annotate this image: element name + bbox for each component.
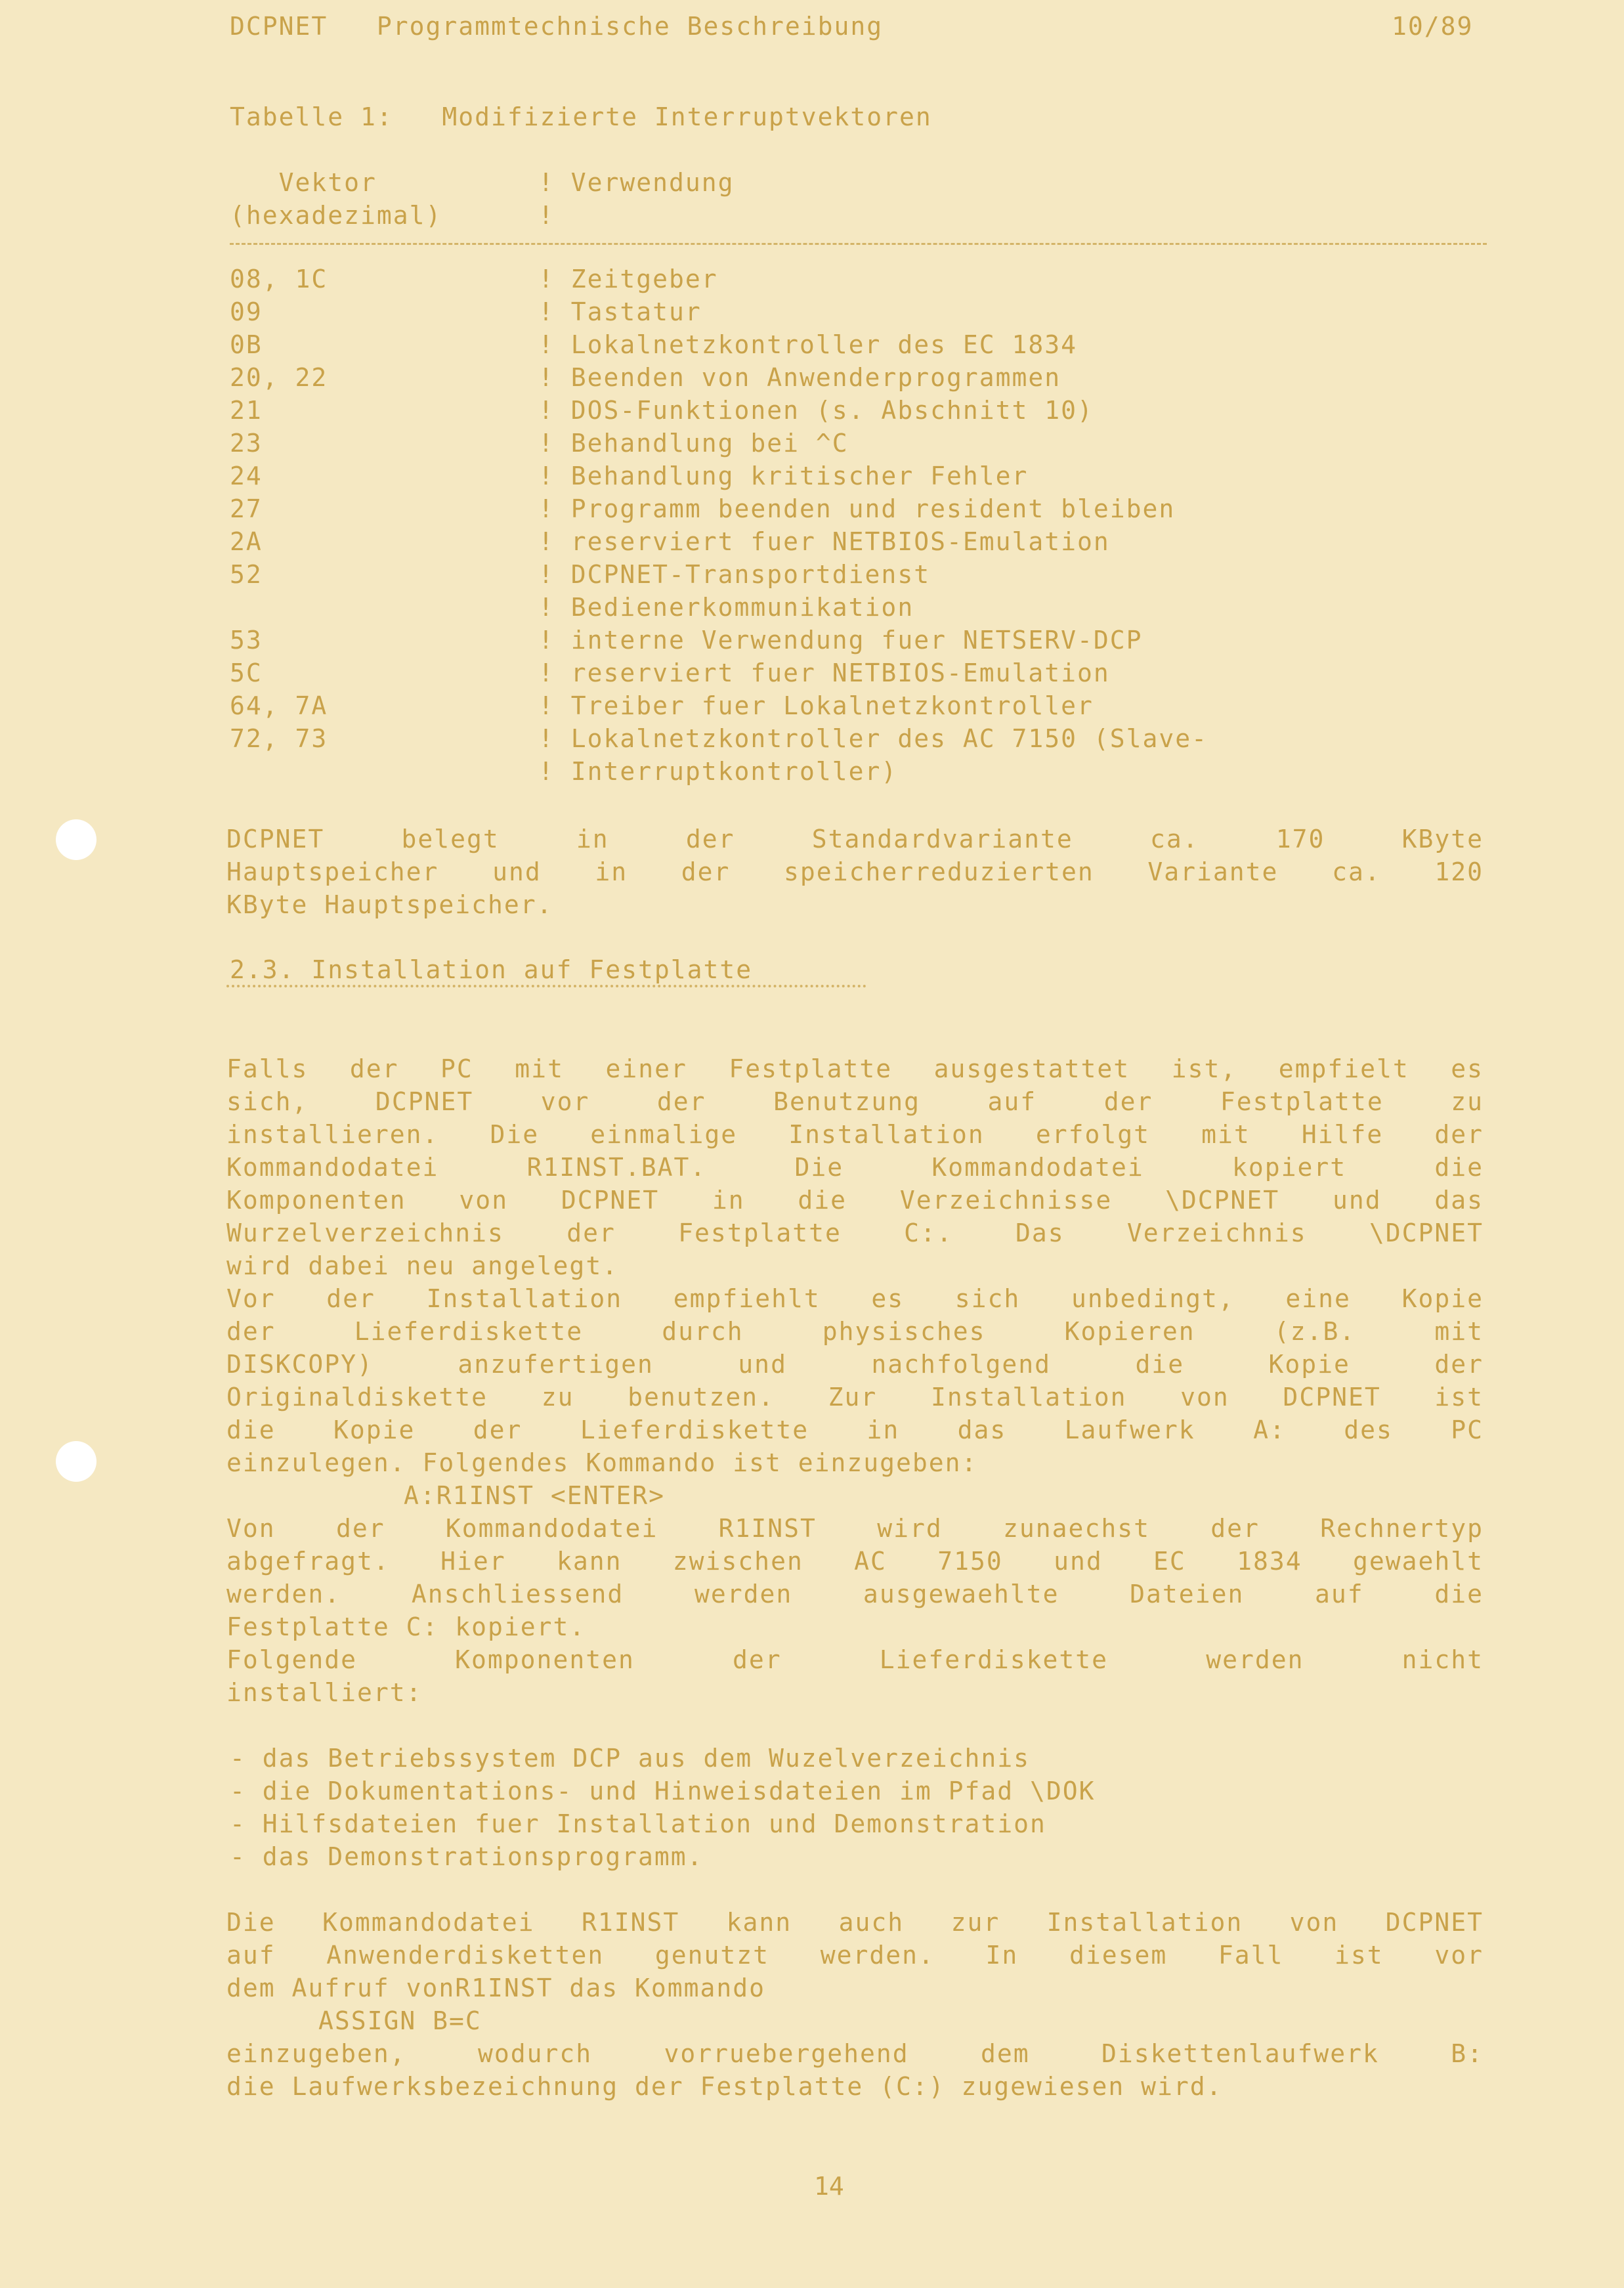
table-row-vector: 72, 73 [230,724,328,753]
punch-hole-lower [56,1441,96,1482]
not-installed-paragraph-line: installiert: [226,1678,423,1707]
table-row-vector: 53 [230,626,263,655]
copy-paragraph-line: die Kopie der Lieferdiskette in das Laufwerk A: des PC [226,1415,1484,1444]
table-row-usage: ! Behandlung bei ^C [538,429,849,458]
final-paragraph-line: einzugeben, wodurch vorruebergehend dem Diskettenlaufwerk B: [226,2039,1484,2068]
assign-paragraph-line: dem Aufruf vonR1INST das Kommando [226,1974,765,2002]
table-row-usage: ! Treiber fuer Lokalnetzkontroller [538,691,1094,720]
table-row-vector: 21 [230,396,263,425]
table-caption: Tabelle 1: Modifizierte Interruptvektoren [230,102,932,131]
table-row-vector: 09 [230,297,263,326]
copy-paragraph-line: DISKCOPY) anzufertigen und nachfolgend die Kopie der [226,1350,1484,1379]
install-paragraph-line: Komponenten von DCPNET in die Verzeichnisse \DCPNET und das [226,1186,1484,1215]
install-paragraph-line: wird dabei neu angelegt. [226,1251,619,1280]
table-row-usage: ! DOS-Funktionen (s. Abschnitt 10) [538,396,1094,425]
rechnertyp-paragraph-line: werden. Anschliessend werden ausgewaehlte Dateien auf die [226,1580,1484,1608]
table-row-vector: 5C [230,658,263,687]
table-row-usage: ! Programm beenden und resident bleiben [538,494,1176,523]
table-row-usage: ! reserviert fuer NETBIOS-Emulation [538,527,1110,556]
table-row-usage: ! Lokalnetzkontroller des EC 1834 [538,330,1077,359]
table-row-vector: 20, 22 [230,363,328,392]
table-row-vector: 08, 1C [230,265,328,293]
table-row-usage: ! Interruptkontroller) [538,757,898,786]
list-item: - das Demonstrationsprogramm. [230,1842,704,1871]
install-paragraph-line: Wurzelverzeichnis der Festplatte C:. Das Verzeichnis \DCPNET [226,1219,1484,1247]
install-paragraph-line: Kommandodatei R1INST.BAT. Die Kommandodatei kopiert die [226,1153,1484,1182]
install-paragraph-line: installieren. Die einmalige Installation erfolgt mit Hilfe der [226,1120,1484,1149]
table-row-usage: ! interne Verwendung fuer NETSERV-DCP [538,626,1143,655]
table-row-usage: ! Behandlung kritischer Fehler [538,462,1029,490]
rechnertyp-paragraph-line: abgefragt. Hier kann zwischen AC 7150 und EC 1834 gewaehlt [226,1547,1484,1576]
header-date: 10/89 [1392,12,1474,41]
copy-paragraph-line: einzulegen. Folgendes Kommando ist einzugeben: [226,1448,978,1477]
copy-paragraph-line: Vor der Installation empfiehlt es sich unbedingt, eine Kopie [226,1284,1484,1313]
table-row-usage: ! Lokalnetzkontroller des AC 7150 (Slave- [538,724,1208,753]
table-header-vector: Vektor [230,168,377,197]
table-row-vector: 27 [230,494,263,523]
list-item: - Hilfsdateien fuer Installation und Demonstration [230,1809,1046,1838]
table-header-vector-sub: (hexadezimal) [230,201,442,230]
table-row-usage: ! DCPNET-Transportdienst [538,560,931,589]
punch-hole-upper [56,819,96,860]
memory-paragraph-line: KByte Hauptspeicher. [226,890,553,919]
section-heading: 2.3. Installation auf Festplatte [230,955,753,984]
table-header-usage: ! Verwendung [538,168,735,197]
install-paragraph-line: sich, DCPNET vor der Benutzung auf der Festplatte zu [226,1087,1484,1116]
not-installed-paragraph-line: Folgende Komponenten der Lieferdiskette werden nicht [226,1645,1484,1674]
table-row-vector: 64, 7A [230,691,328,720]
table-row-usage: ! Bedienerkommunikation [538,593,914,622]
table-header-usage-sub: ! [538,201,555,230]
rechnertyp-paragraph-line: Festplatte C: kopiert. [226,1612,586,1641]
assign-paragraph-line: auf Anwenderdisketten genutzt werden. In diesem Fall ist vor [226,1941,1484,1970]
install-command: A:R1INST <ENTER> [404,1481,666,1510]
table-header-separator [230,243,1487,245]
final-paragraph-line: die Laufwerksbezeichnung der Festplatte (C:) zugewiesen wird. [226,2072,1223,2101]
table-row-usage: ! reserviert fuer NETBIOS-Emulation [538,658,1110,687]
table-row-usage: ! Beenden von Anwenderprogrammen [538,363,1061,392]
assign-paragraph-line: Die Kommandodatei R1INST kann auch zur Installation von DCPNET [226,1908,1484,1937]
assign-command: ASSIGN B=C [318,2006,482,2035]
page-number: 14 [814,2172,844,2201]
install-paragraph-line: Falls der PC mit einer Festplatte ausgestattet ist, empfielt es [226,1054,1484,1083]
memory-paragraph-line: DCPNET belegt in der Standardvariante ca. 170 KByte [226,825,1484,853]
table-row-vector: 0B [230,330,263,359]
copy-paragraph-line: Originaldiskette zu benutzen. Zur Installation von DCPNET ist [226,1383,1484,1412]
table-row-vector: 2A [230,527,263,556]
table-row-usage: ! Zeitgeber [538,265,718,293]
list-item: - die Dokumentations- und Hinweisdateien im Pfad \DOK [230,1777,1096,1805]
table-row-vector: 52 [230,560,263,589]
list-item: - das Betriebssystem DCP aus dem Wuzelverzeichnis [230,1744,1031,1773]
rechnertyp-paragraph-line: Von der Kommandodatei R1INST wird zunaechst der Rechnertyp [226,1514,1484,1543]
copy-paragraph-line: der Lieferdiskette durch physisches Kopieren (z.B. mit [226,1317,1484,1346]
section-heading-underline [226,985,866,1001]
header-title: DCPNET Programmtechnische Beschreibung [230,12,884,41]
table-row-vector: 24 [230,462,263,490]
memory-paragraph-line: Hauptspeicher und in der speicherreduzierten Variante ca. 120 [226,857,1484,886]
table-row-usage: ! Tastatur [538,297,702,326]
table-row-vector: 23 [230,429,263,458]
